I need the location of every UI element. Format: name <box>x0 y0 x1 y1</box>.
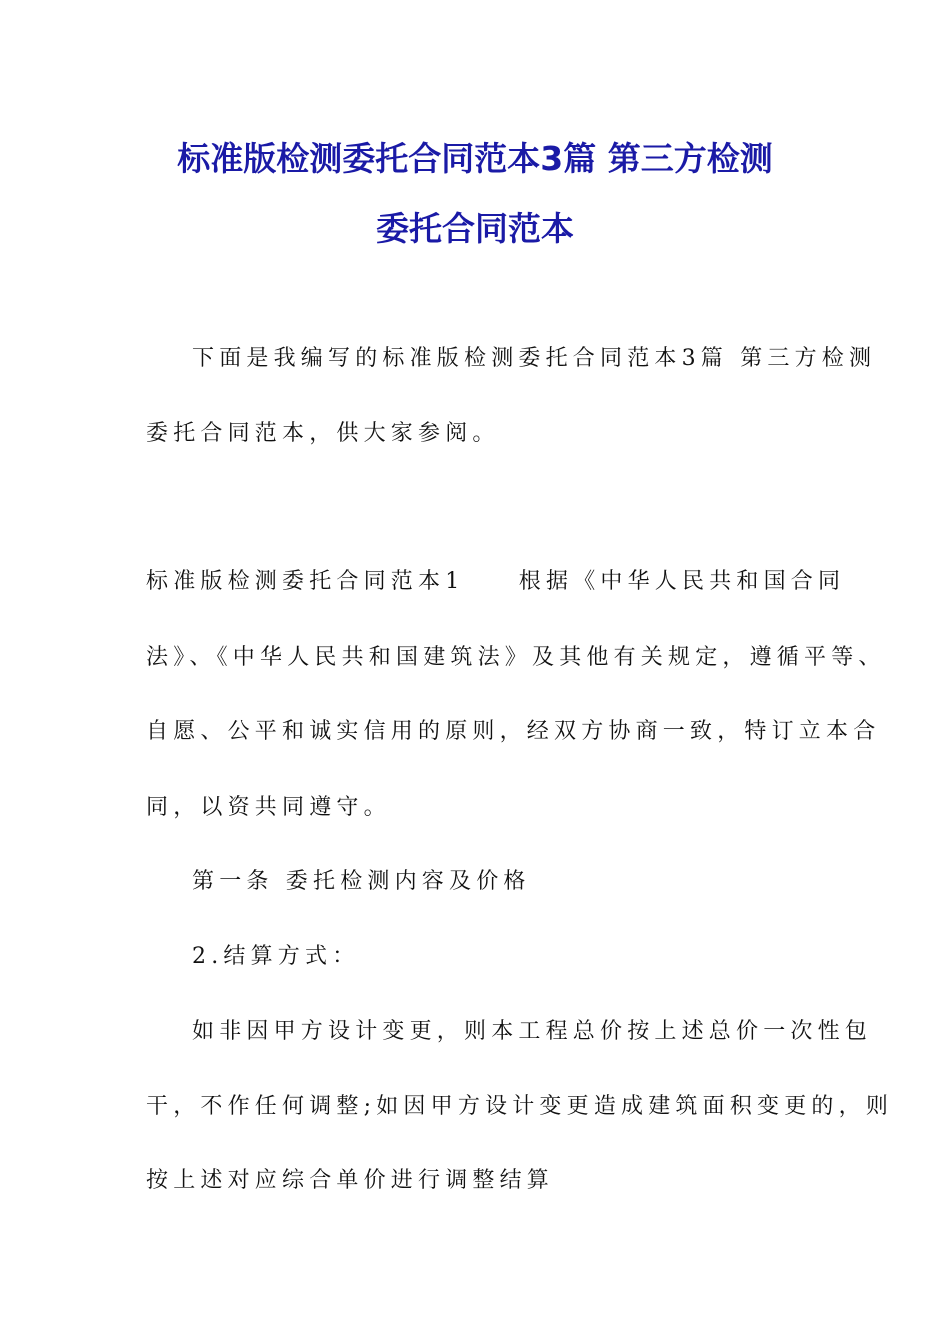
document-title-line2: 委托合同范本 <box>376 209 574 248</box>
section1-line1: 标准版检测委托合同范本1 根据《中华人民共和国合同 <box>146 569 846 594</box>
settlement-heading: 2.结算方式： <box>192 944 360 969</box>
settlement-line1: 如非因甲方设计变更，则本工程总价按上述总价一次性包 <box>192 1019 873 1044</box>
article1-heading: 第一条 委托检测内容及价格 <box>192 869 531 894</box>
section1-line2: 法》、《中华人民共和国建筑法》及其他有关规定，遵循平等、 <box>146 645 886 670</box>
document-title-line1: 标准版检测委托合同范本3篇 第三方检测 <box>177 139 773 178</box>
intro-paragraph-line2: 委托合同范本，供大家参阅。 <box>146 421 500 446</box>
settlement-line2: 干，不作任何调整;如因甲方设计变更造成建筑面积变更的，则 <box>146 1094 894 1119</box>
section1-line4: 同，以资共同遵守。 <box>146 795 391 820</box>
intro-paragraph-line1: 下面是我编写的标准版检测委托合同范本3篇 第三方检测 <box>192 346 877 371</box>
section1-line3: 自愿、公平和诚实信用的原则，经双方协商一致，特订立本合 <box>146 719 881 744</box>
settlement-line3: 按上述对应综合单价进行调整结算 <box>146 1168 555 1193</box>
